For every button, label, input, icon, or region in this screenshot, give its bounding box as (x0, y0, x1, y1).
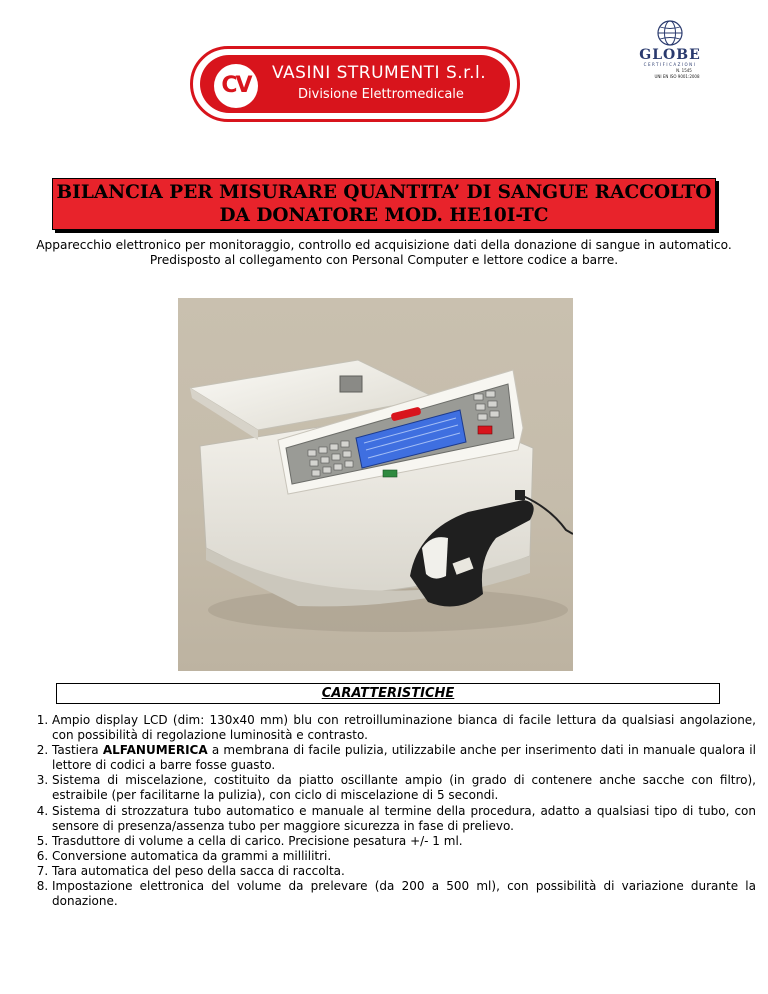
logo-company-name: VASINI STRUMENTI S.r.l. (272, 63, 487, 83)
list-item: 7. Tara automatica del peso della sacca di raccolta. (52, 864, 756, 879)
list-item: 1. Ampio display LCD (dim: 130x40 mm) blu con retroilluminazione bianca di facile lettura da qualsiasi angolazione, con possibilità di regolazione luminosità e contrasto. (52, 713, 756, 743)
certification-logo (630, 20, 710, 100)
logo-division: Divisione Elettromedicale (298, 87, 464, 102)
logo-background (200, 55, 510, 113)
certification-subtitle: CERTIFICAZIONI (643, 62, 697, 67)
globe-icon (657, 20, 683, 46)
list-item: 6. Conversione automatica da grammi a millilitri. (52, 849, 756, 864)
title-line-1: BILANCIA PER MISURARE QUANTITA’ DI SANGUE RACCOLTO (56, 182, 712, 203)
list-item: 3. Sistema di miscelazione, costituito da piatto oscillante ampio (in grado di contenere anche sacche con filtro), estraibile (per facilitarne la pulizia), con ciclo di miscelazione di 5 secondi. (52, 773, 756, 803)
section-header-features: CARATTERISTICHE (56, 683, 720, 704)
list-item: 2. Tastiera ALFANUMERICA a membrana di facile pulizia, utilizzabile anche per inserimento dati in manuale qualora il lettore di codici a barre fosse guasto. (52, 743, 756, 773)
intro-text (20, 238, 748, 268)
document-title-box (52, 178, 716, 230)
certification-standard: UNI EN ISO 9001:2008 (654, 74, 700, 79)
features-list (22, 713, 756, 909)
blood-scale-device-image (178, 298, 573, 671)
highlighted-term: ALFANUMERICA (102, 743, 208, 758)
list-item: 8. Impostazione elettronica del volume da prelevare (da 200 a 500 ml), con possibilità di variazione durante la donazione. (52, 879, 756, 909)
intro-line-2: Predisposto al collegamento con Personal Computer e lettore codice a barre. (149, 253, 619, 267)
list-item: 4. Sistema di strozzatura tubo automatico e manuale al termine della procedura, adatto a qualsiasi tipo di tubo, con sensore di presenza/assenza tubo per maggiore sicurezza in fase di prelievo. (52, 804, 756, 834)
list-item: 5. Trasduttore di volume a cella di carico. Precisione pesatura +/- 1 ml. (52, 834, 756, 849)
product-photo (178, 298, 573, 671)
certification-number: N. 1545 (676, 68, 692, 73)
certification-name: GLOBE (639, 47, 701, 63)
logo-initials: CV (214, 64, 258, 108)
company-logo (190, 46, 520, 122)
document-title (57, 181, 712, 227)
title-line-2: DA DONATORE MOD. HE10I-TC (219, 205, 549, 226)
intro-line-1: Apparecchio elettronico per monitoraggio, controllo ed acquisizione dati della donazione di sangue in automatico. (36, 238, 732, 252)
